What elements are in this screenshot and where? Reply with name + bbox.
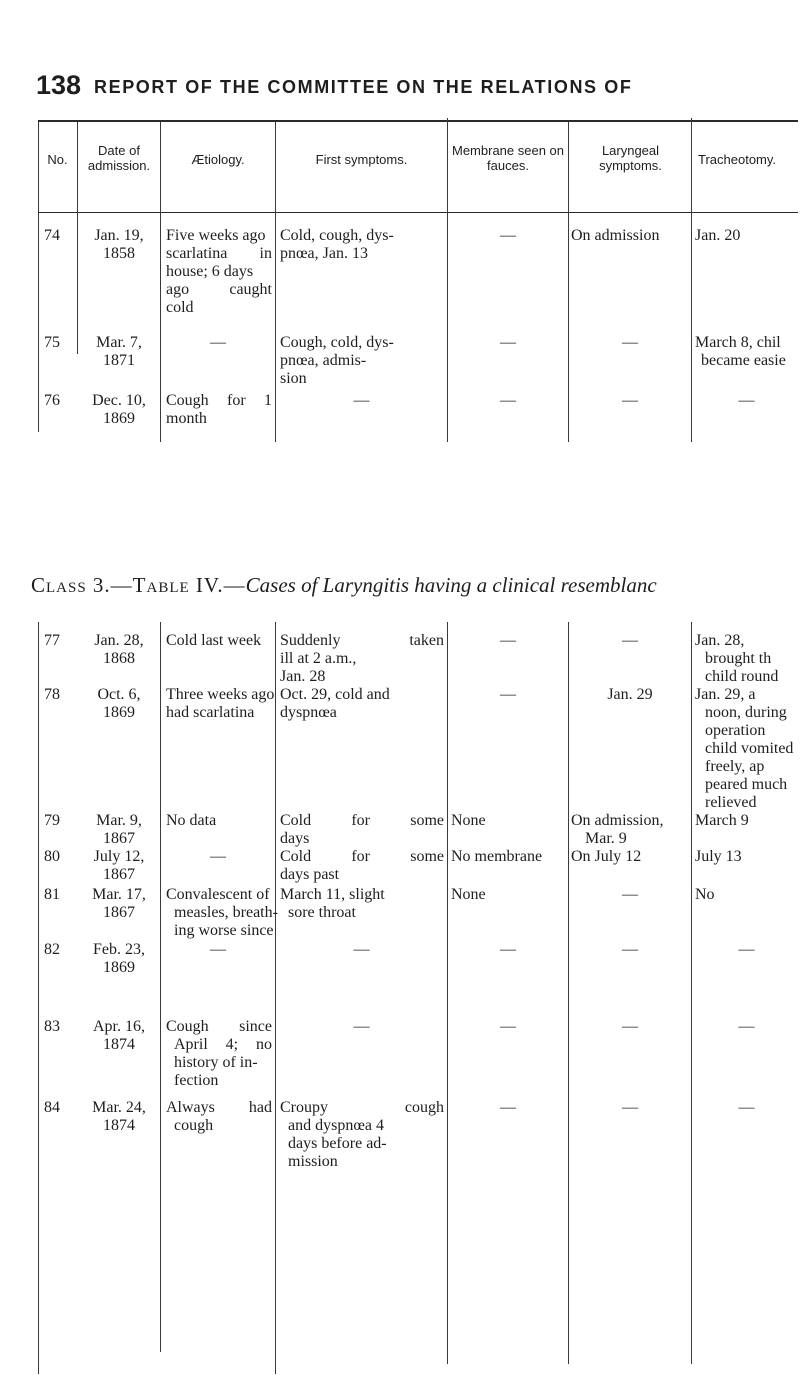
col-divider [275, 354, 276, 442]
row-etiology: — [210, 848, 226, 865]
row-etiology: Three weeks ago had scarlatina [166, 686, 275, 721]
row-date: July 12, 1867 [93, 848, 145, 883]
row-first-symptoms: — [353, 392, 370, 409]
row-laryngeal: On July 12 [571, 848, 642, 865]
row-laryngeal: — [622, 1018, 638, 1035]
row-laryngeal: — [622, 886, 638, 903]
col-divider [691, 118, 692, 354]
row-laryngeal: — [622, 632, 638, 649]
row-tracheotomy: July 13 [695, 848, 742, 865]
col-divider [275, 622, 276, 1374]
row-date: Oct. 6, 1869 [97, 686, 141, 721]
row-etiology: Cold last week [166, 632, 262, 649]
row-date: Dec. 10, 1869 [92, 392, 146, 427]
row-etiology: Cough since April 4; no history of in- fection [166, 1018, 272, 1089]
row-first-symptoms: — [353, 941, 370, 958]
col-divider [160, 354, 161, 442]
column-header-tracheotomy: Tracheotomy. [698, 152, 777, 167]
running-title: REPORT OF THE COMMITTEE ON THE RELATIONS OF [94, 77, 633, 97]
col-divider [691, 622, 692, 1364]
row-etiology: Five weeks ago scarlatina in house; 6 days ago caught cold [166, 227, 272, 316]
row-etiology: Convalescent of measles, breath- ing worse since [166, 886, 278, 939]
row-no: 78 [44, 686, 60, 703]
row-first-symptoms: Cough, cold, dys- pnœa, admis- sion [280, 334, 394, 387]
row-tracheotomy: Jan. 29, a noon, during operation child vomited freely, ap peared much relieved [695, 686, 794, 811]
row-first-symptoms: March 11, slight sore throat [280, 886, 385, 921]
row-laryngeal: On admission [571, 227, 660, 244]
col-divider [568, 622, 569, 1364]
row-tracheotomy: — [738, 941, 755, 958]
row-date: Mar. 7, 1871 [96, 334, 142, 369]
row-tracheotomy: — [738, 1018, 755, 1035]
row-date: Jan. 19, 1858 [94, 227, 144, 262]
row-date: Feb. 23, 1869 [93, 941, 145, 976]
row-membrane: No membrane [451, 848, 543, 865]
column-header-first-symptoms: First symptoms. [315, 152, 408, 167]
row-laryngeal: On admission, Mar. 9 [571, 812, 664, 847]
column-header-date: Date of admission. [87, 143, 151, 173]
section-title [31, 573, 657, 598]
row-membrane: None [451, 812, 486, 829]
row-no: 82 [44, 941, 60, 958]
row-no: 75 [44, 334, 60, 351]
row-first-symptoms: Cold, cough, dys- pnœa, Jan. 13 [280, 227, 394, 262]
row-date: Apr. 16, 1874 [93, 1018, 145, 1053]
col-divider [38, 622, 39, 1374]
row-no: 79 [44, 812, 60, 829]
row-tracheotomy: Jan. 20 [695, 227, 741, 244]
row-tracheotomy: March 8, chil became easie [695, 334, 786, 369]
col-divider [447, 354, 448, 442]
column-header-etiology: Ætiology. [191, 152, 245, 167]
row-date: Mar. 9, 1867 [96, 812, 142, 847]
row-no: 74 [44, 227, 60, 244]
section-title-prefix: Class 3.—Table IV.— [31, 573, 246, 597]
row-first-symptoms: Cold for some days [280, 812, 444, 847]
row-first-symptoms: Cold for some days past [280, 848, 444, 883]
col-divider [160, 622, 161, 1352]
row-membrane: — [500, 941, 516, 958]
row-first-symptoms: — [353, 1018, 370, 1035]
row-tracheotomy: — [738, 392, 755, 409]
row-no: 77 [44, 632, 60, 649]
row-membrane: — [500, 1018, 516, 1035]
row-membrane: — [500, 334, 516, 351]
row-laryngeal: Jan. 29 [607, 686, 653, 703]
row-no: 84 [44, 1099, 60, 1116]
row-date: Mar. 24, 1874 [92, 1099, 146, 1134]
row-first-symptoms: Suddenly taken ill at 2 a.m., Jan. 28 [280, 632, 444, 685]
row-laryngeal: — [622, 392, 638, 409]
row-etiology: Always had cough [166, 1099, 272, 1134]
header-bottom-rule [38, 212, 798, 213]
row-date: Mar. 17, 1867 [92, 886, 146, 921]
col-divider [447, 622, 448, 1364]
row-etiology: — [210, 334, 226, 351]
row-laryngeal: — [622, 941, 638, 958]
row-membrane: None [451, 886, 486, 903]
row-etiology: No data [166, 812, 217, 829]
row-no: 76 [44, 392, 60, 409]
row-tracheotomy: No [695, 886, 715, 903]
table-top-rule [38, 120, 798, 122]
row-etiology: — [210, 941, 226, 958]
page-number: 138 [36, 70, 82, 100]
col-divider [568, 122, 569, 354]
row-laryngeal: — [622, 334, 638, 351]
col-divider [38, 354, 39, 432]
section-title-italic: Cases of Laryngitis having a clinical resemblanc [245, 573, 657, 597]
row-no: 81 [44, 886, 60, 903]
row-date: Jan. 28, 1868 [94, 632, 144, 667]
row-membrane: — [500, 392, 516, 409]
row-membrane: — [500, 227, 516, 244]
column-header-laryngeal: Laryngeal symptoms. [599, 143, 662, 173]
row-no: 80 [44, 848, 60, 865]
row-no: 83 [44, 1018, 60, 1035]
row-tracheotomy: Jan. 28, brought th child round [695, 632, 779, 685]
row-tracheotomy: — [738, 1099, 755, 1116]
row-laryngeal: — [622, 1099, 638, 1116]
column-header-no: No. [47, 152, 68, 167]
col-divider [568, 354, 569, 442]
column-header-membrane: Membrane seen on fauces. [452, 143, 565, 173]
row-first-symptoms: Oct. 29, cold and dyspnœa [280, 686, 390, 721]
row-first-symptoms: Croupy cough and dyspnœa 4 days before ad- mission [280, 1099, 444, 1170]
row-tracheotomy: March 9 [695, 812, 749, 829]
row-membrane: — [500, 686, 516, 703]
row-membrane: — [500, 1099, 516, 1116]
row-etiology: Cough for 1 month [166, 392, 272, 427]
col-divider [691, 354, 692, 442]
row-membrane: — [500, 632, 516, 649]
